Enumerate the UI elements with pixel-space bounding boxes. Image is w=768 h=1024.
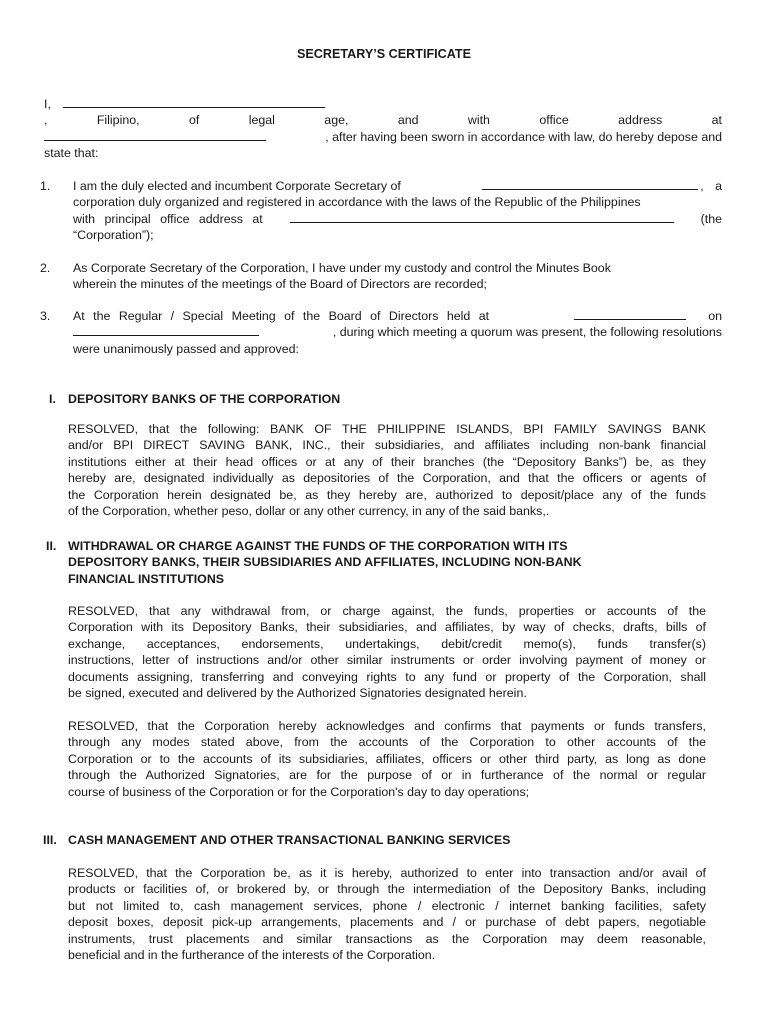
section-2-p1-line: Corporation with its Depository Banks, their subsidiaries, and affiliates, by way of checks, drafts, bills of <box>68 620 706 635</box>
item-3-text <box>73 308 722 357</box>
section-2-p1-line: RESOLVED, that any withdrawal from, or charge against, the funds, properties or accounts of the <box>68 604 706 618</box>
section-3-p1-line: products or facilities of, or brokered by, or through the intermediation of the Depository Banks, including <box>68 882 706 897</box>
item-3-number: 3. <box>40 309 51 323</box>
item-1-line-2: corporation duly organized and registered in accordance with the laws of the Republic of the Philippines <box>73 195 641 210</box>
section-3-title <box>68 832 668 848</box>
section-2-title-line: DEPOSITORY BANKS, THEIR SUBSIDIARIES AND AFFILIATES, INCLUDING NON-BANK <box>68 555 582 570</box>
item-2-text <box>73 260 722 293</box>
principal-address-blank <box>290 211 674 223</box>
section-3-p1-line: deposit boxes, deposit pick-up arrangements, placements and / or purchase of debt papers, negotiable <box>68 915 707 930</box>
item-3-line1-end: on <box>708 309 722 323</box>
section-1-title-line: DEPOSITORY BANKS OF THE CORPORATION <box>68 392 341 406</box>
intro-line1-start: I, <box>44 97 51 111</box>
item-1-line1-end: , a <box>700 179 722 193</box>
section-2-title-line: WITHDRAWAL OR CHARGE AGAINST THE FUNDS OF THE CORPORATION WITH ITS <box>68 539 568 553</box>
section-1-paragraph-1 <box>68 421 706 519</box>
section-1-number: I. <box>49 392 56 406</box>
section-1-p1-line: hereby are, designated individually as depositories of the Corporation, and that the officers or agents of <box>68 471 706 486</box>
name-blank <box>63 96 325 108</box>
section-2-title <box>68 538 668 587</box>
document-title: SECRETARY’S CERTIFICATE <box>297 47 471 61</box>
section-2-paragraph-2 <box>68 718 706 800</box>
section-3-number: III. <box>43 833 57 847</box>
address-blank <box>44 129 266 141</box>
item-3-line1-start: At the Regular / Special Meeting of the Board of Directors held at <box>73 309 490 323</box>
item-1-line3-start: with principal office address at <box>73 211 263 226</box>
section-3-p1-line: instruments, trust placements and similar transactions as the Corporation may deem reasonable, <box>68 931 706 946</box>
item-2-line-1: As Corporate Secretary of the Corporation, I have under my custody and control the Minutes Book <box>73 261 611 275</box>
section-1-p1-line: RESOLVED, that the following: BANK OF THE PHILIPPINE ISLANDS, BPI FAMILY SAVINGS BANK <box>68 422 706 436</box>
section-1-title <box>68 391 668 407</box>
section-1-p1-line: and/or BPI DIRECT SAVING BANK, INC., their subsidiaries, and affiliates including non-bank financial <box>68 438 706 453</box>
item-1-line1-start: I am the duly elected and incumbent Corporate Secretary of <box>73 179 401 193</box>
intro-paragraph <box>44 96 722 162</box>
section-2-p2-line: through the Authorized Signatories, are for the purpose of or in furtherance of the normal or regular <box>68 768 706 783</box>
section-2-p2-line: through any modes stated above, from the accounts of the Corporation to other accounts of the <box>68 735 706 750</box>
section-3-title-line: CASH MANAGEMENT AND OTHER TRANSACTIONAL BANKING SERVICES <box>68 833 511 847</box>
section-1-p1-line: institutions either at their head offices or at any of their branches (the “Depository Banks”) be, as they <box>68 454 706 469</box>
item-2-number: 2. <box>40 261 51 275</box>
section-2-p1-line: be signed, executed and delivered by the Authorized Signatories designated herein. <box>68 686 527 701</box>
meeting-place-blank <box>574 308 686 320</box>
item-3-line-1 <box>73 308 722 324</box>
item-1-line-4: “Corporation”); <box>73 228 154 243</box>
intro-line-1 <box>44 96 722 129</box>
corporation-name-blank <box>482 178 698 190</box>
item-1-text <box>73 178 722 244</box>
section-2-paragraph-1 <box>68 603 706 701</box>
item-2-line-2: wherein the minutes of the meetings of the Board of Directors are recorded; <box>73 277 487 292</box>
section-2-p2-line: course of business of the Corporation or for the Corporation's day to day operations; <box>68 784 530 799</box>
section-1-p1-line: of the Corporation, whether peso, dollar or any other currency, in any of the said banks,. <box>68 504 550 519</box>
section-3-p1-line: but not limited to, cash management services, phone / electronic / internet banking facilities, safety <box>68 898 706 913</box>
item-3-line-2 <box>73 324 722 340</box>
section-2-p1-line: instructions, letter of instructions and/or other similar instruments or order involving payment of money or <box>68 653 706 668</box>
section-3-p1-line: RESOLVED, that the Corporation be, as it is hereby, authorized to enter into transaction and/or avail of <box>68 866 706 880</box>
item-3-line-3: were unanimously passed and approved: <box>73 341 299 356</box>
meeting-date-blank <box>73 324 259 336</box>
section-2-p1-line: exchange, acceptances, endorsements, undertakings, debit/credit memo(s), funds transfer(s) <box>68 636 706 651</box>
section-1-p1-line: the Corporation herein designated be, as they hereby are, authorized to deposit/place any of the funds <box>68 487 706 502</box>
intro-line1-end: , Filipino, of legal age, and with office address at <box>44 113 722 128</box>
item-1-line-3 <box>73 211 722 227</box>
item-1-line3-end: (the <box>700 211 722 226</box>
item-3-line2-end: , during which meeting a quorum was present, the following resolutions <box>332 325 722 340</box>
item-1-number: 1. <box>40 179 51 193</box>
section-2-p2-line: RESOLVED, that the Corporation hereby acknowledges and confirms that payments or funds transfers, <box>68 719 706 733</box>
section-3-paragraph-1 <box>68 865 706 963</box>
intro-line-3: state that: <box>44 146 99 161</box>
section-3-p1-line: beneficial and in the furtherance of the interests of the Corporation. <box>68 948 436 963</box>
intro-line-2 <box>44 129 722 145</box>
section-2-p2-line: Corporation or to the accounts of its subsidiaries, affiliates, officers or other third party, as long as done <box>68 751 706 766</box>
section-2-p1-line: documents assigning, transferring and conveying rights to any fund or property of the Corporation, shall <box>68 669 706 684</box>
intro-line2-end: , after having been sworn in accordance with law, do hereby depose and <box>325 129 722 144</box>
section-2-title-line: FINANCIAL INSTITUTIONS <box>68 571 225 586</box>
section-2-number: II. <box>46 539 57 553</box>
item-1-line-1 <box>73 178 722 194</box>
